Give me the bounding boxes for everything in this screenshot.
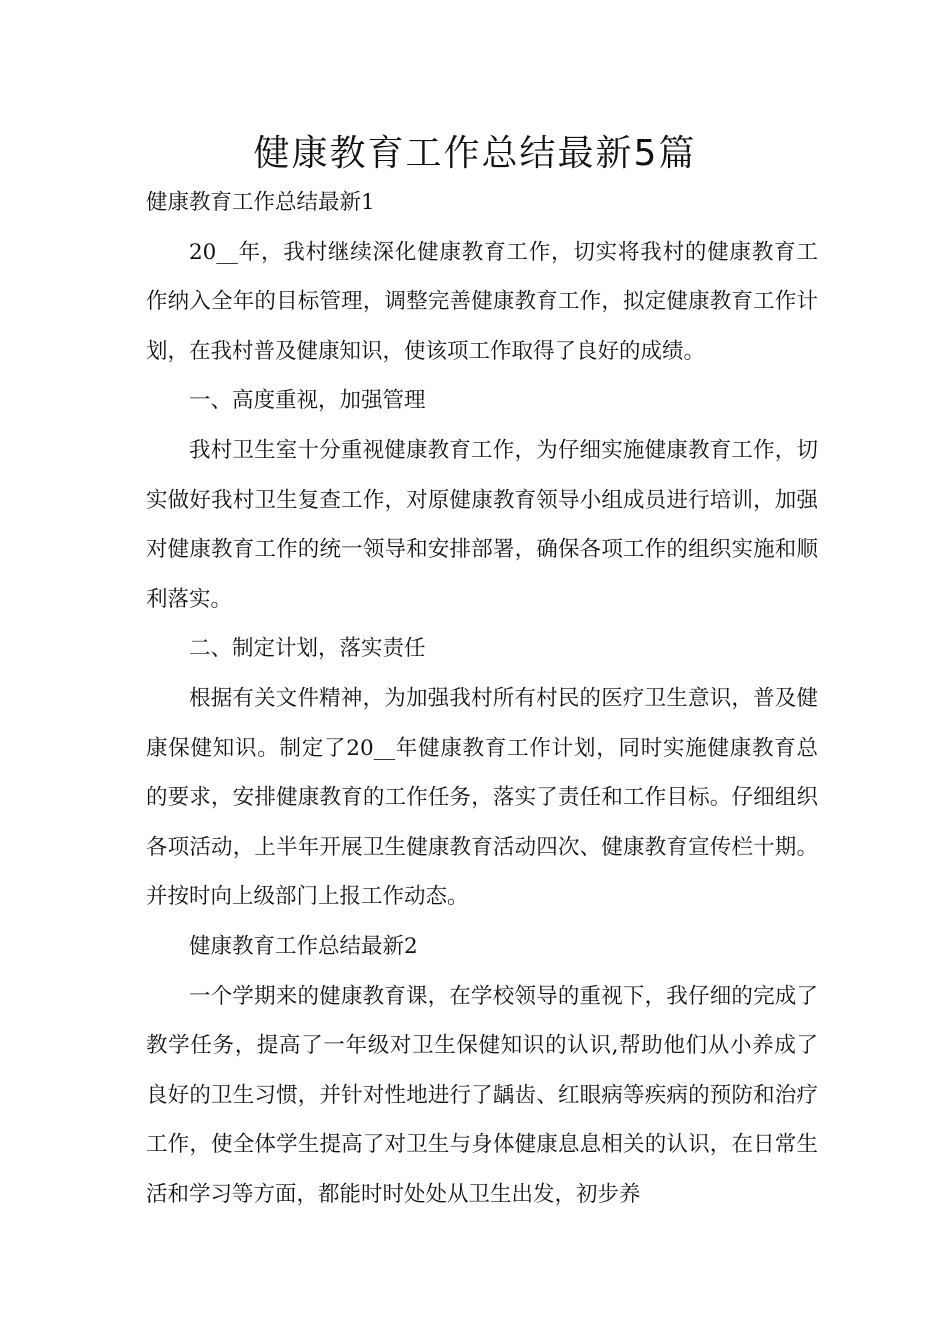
subheading-1: 一、高度重视，加强管理 — [189, 388, 426, 414]
paragraph-plan: 根据有关文件精神，为加强我村所有村民的医疗卫生意识，普及健康保健知识。制定了20__年健康教育工作计划，同时实施健康教育总的要求，安排健康教育的工作任务，落实了责任和工作目标。仔细组织各项活动，上半年开展卫生健康教育活动四次、健康教育宣传栏十期。并按时向上级部门上报工作动态。 — [146, 685, 818, 910]
paragraph-semester: 一个学期来的健康教育课，在学校领导的重视下，我仔细的完成了教学任务，提高了一年级对卫生保健知识的认识,帮助他们从小养成了良好的卫生习惯，并针对性地进行了龋齿、红眼病等疾病的预防和治疗工作，使全体学生提高了对卫生与身体健康息息相关的认识，在日常生活和学习等方面，都能时时处处从卫生出发，初步养 — [146, 983, 818, 1207]
document-title: 健康教育工作总结最新5篇 — [253, 133, 697, 174]
document-body — [146, 178, 818, 1219]
section-heading-1: 健康教育工作总结最新1 — [146, 190, 375, 215]
paragraph-management: 我村卫生室十分重视健康教育工作，为仔细实施健康教育工作，切实做好我村卫生复查工作，对原健康教育领导小组成员进行培训，加强对健康教育工作的统一领导和安排部署，确保各项工作的组织实施和顺利落实。 — [146, 437, 818, 612]
section-heading-2: 健康教育工作总结最新2 — [189, 933, 418, 959]
paragraph-intro: 20__年，我村继续深化健康教育工作，切实将我村的健康教育工作纳入全年的目标管理，调整完善健康教育工作，拟定健康教育工作计划，在我村普及健康知识，使该项工作取得了良好的成绩。 — [146, 239, 818, 364]
subheading-2: 二、制定计划，落实责任 — [189, 636, 426, 662]
